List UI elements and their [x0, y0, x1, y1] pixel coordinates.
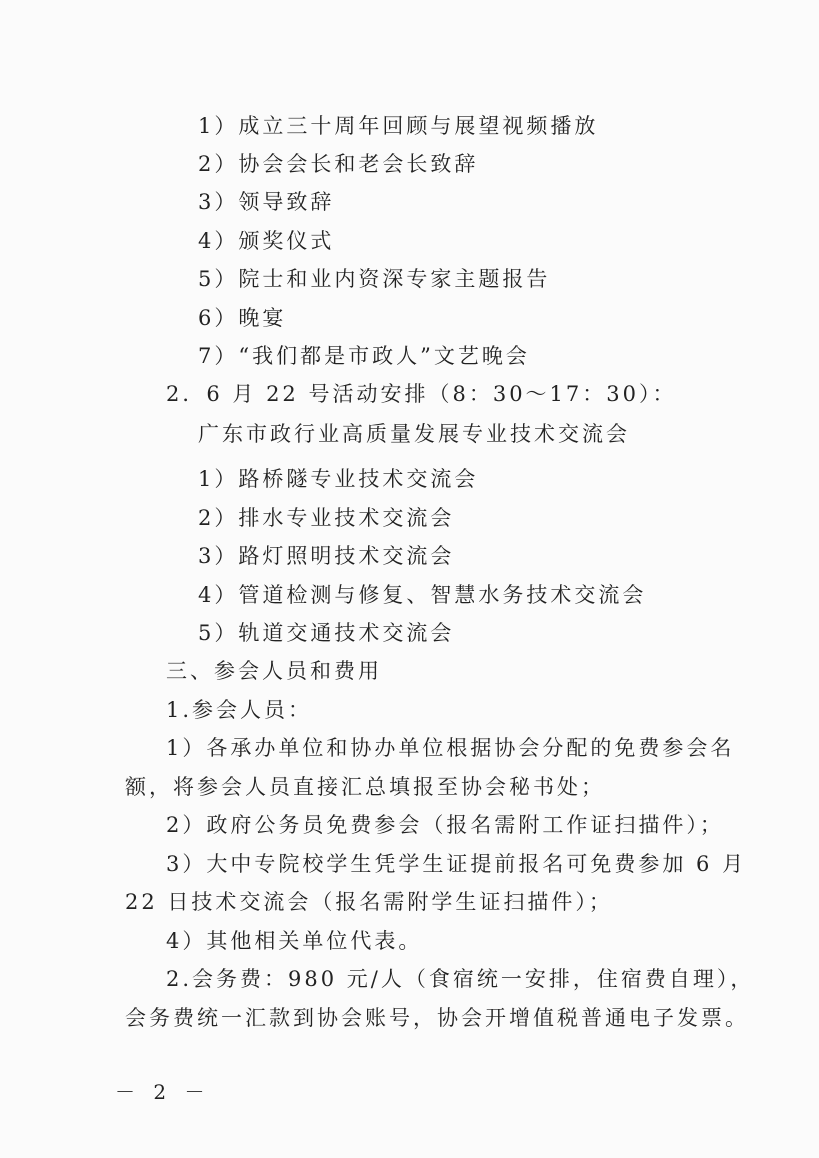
paragraph-fee-cont: 会务费统一汇款到协会账号，协会开增值税普通电子发票。: [125, 1006, 749, 1030]
paragraph-attendee-1-cont: 额，将参会人员直接汇总填报至协会秘书处；: [125, 775, 605, 799]
conference-title: 广东市政行业高质量发展专业技术交流会: [198, 422, 630, 446]
paragraph-attendee-2: 2）政府公务员免费参会（报名需附工作证扫描件）；: [166, 813, 724, 837]
section-heading-attendees: 三、参会人员和费用: [166, 659, 382, 683]
session-item-bridge: 1）路桥隧专业技术交流会: [198, 467, 479, 491]
paragraph-fee: 2.会务费：980 元/人（食宿统一安排，住宿费自理），: [166, 967, 755, 991]
schedule-item-banquet: 6）晚宴: [198, 306, 287, 330]
session-item-rail: 5）轨道交通技术交流会: [198, 621, 455, 645]
session-item-lighting: 3）路灯照明技术交流会: [198, 544, 455, 568]
subheading-attendees: 1.参会人员：: [166, 698, 313, 722]
paragraph-attendee-3-cont: 22 日技术交流会（报名需附学生证扫描件）；: [125, 890, 613, 914]
schedule-item-leader-speech: 3）领导致辞: [198, 190, 335, 214]
schedule-item-gala: 7）“我们都是市政人”文艺晚会: [198, 344, 530, 368]
paragraph-attendee-1: 1）各承办单位和协办单位根据协会分配的免费参会名: [166, 736, 735, 760]
paragraph-attendee-3: 3）大中专院校学生凭学生证提前报名可免费参加 6 月: [166, 852, 747, 876]
session-item-pipeline: 4）管道检测与修复、智慧水务技术交流会: [198, 583, 647, 607]
paragraph-attendee-4: 4）其他相关单位代表。: [166, 929, 423, 953]
page-number: － 2 －: [115, 1080, 211, 1104]
session-item-drainage: 2）排水专业技术交流会: [198, 506, 455, 530]
schedule-item-speech: 2）协会会长和老会长致辞: [198, 152, 479, 176]
section-heading-june22: 2．6 月 22 号活动安排（8：30～17：30）：: [166, 382, 677, 406]
schedule-item-video: 1）成立三十周年回顾与展望视频播放: [198, 114, 599, 138]
schedule-item-award: 4）颁奖仪式: [198, 229, 335, 253]
schedule-item-keynote: 5）院士和业内资深专家主题报告: [198, 267, 551, 291]
